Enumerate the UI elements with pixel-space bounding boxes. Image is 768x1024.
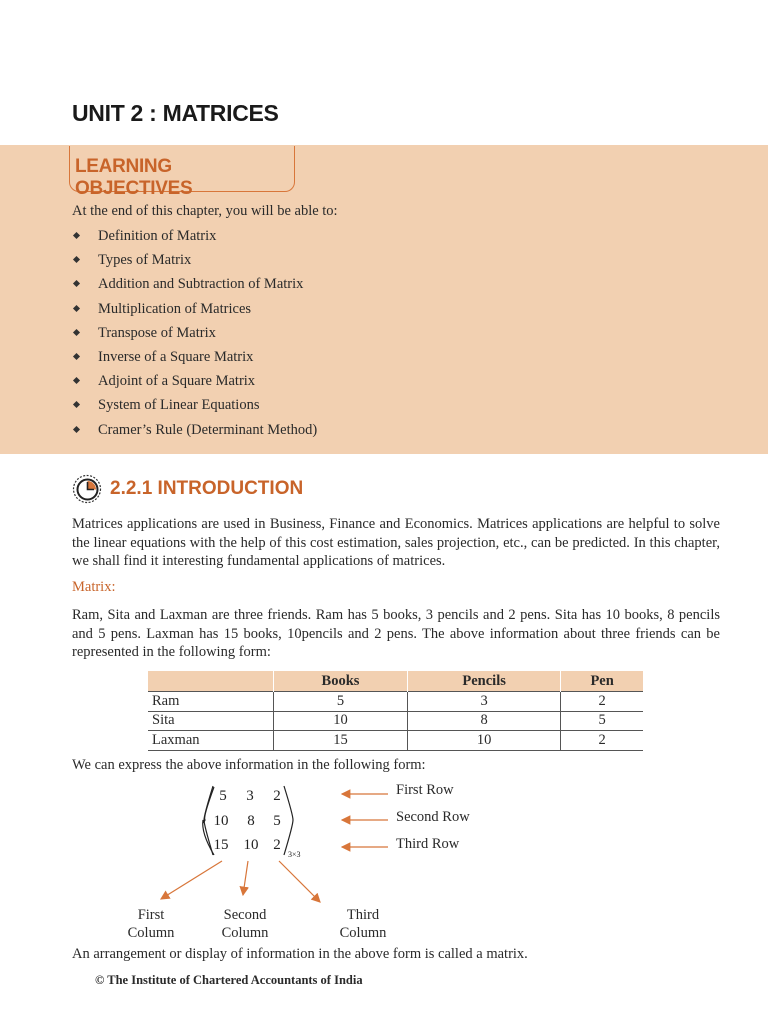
table-header-cell: Books — [274, 671, 408, 692]
objective-item — [72, 323, 317, 347]
table-cell: 10 — [407, 731, 560, 751]
objective-item — [72, 371, 317, 395]
table-row — [148, 692, 643, 712]
third-row-label: Third Row — [396, 836, 460, 852]
objective-text: Adjoint of a Square Matrix — [98, 373, 256, 390]
objectives-intro: At the end of this chapter, you will be able to: — [72, 203, 338, 219]
matrix-element: 15 — [213, 837, 229, 853]
friends-items-table — [148, 671, 643, 751]
table-header-row — [148, 671, 643, 692]
column-label-line: Column — [339, 925, 387, 941]
matrix-element: 8 — [247, 813, 255, 829]
second-column-label — [205, 906, 285, 942]
objective-text: Transpose of Matrix — [98, 324, 216, 341]
footer-copyright: © The Institute of Chartered Accountants of India — [95, 973, 363, 987]
learning-objectives-heading-box — [69, 146, 295, 199]
matrix-element: 5 — [219, 788, 227, 804]
table-cell: 8 — [407, 711, 560, 731]
matrix-element: 3 — [246, 788, 254, 804]
diamond-bullet-icon — [73, 377, 80, 384]
unit-title: UNIT 2 : MATRICES — [72, 100, 279, 126]
column-arrow — [243, 861, 248, 895]
objective-item — [72, 274, 317, 298]
objective-item — [72, 420, 317, 444]
matrix-element: 2 — [273, 788, 281, 804]
diamond-bullet-icon — [73, 425, 80, 432]
column-label-line: Third — [346, 907, 380, 923]
diamond-bullet-icon — [73, 401, 80, 408]
table-header-cell: Pen — [561, 671, 643, 692]
table-cell: 2 — [561, 731, 643, 751]
column-arrow — [161, 861, 222, 899]
table-header-cell — [148, 671, 274, 692]
express-text: We can express the above information in the following form: — [72, 757, 426, 773]
conclusion-text: An arrangement or display of information in the above form is called a matrix. — [72, 946, 528, 962]
right-bracket — [284, 786, 293, 855]
example-paragraph: Ram, Sita and Laxman are three friends. Ram has 5 books, 3 pencils and 2 pens. Sita has 10 books, 8 pencils and 5 pens. Laxman has 15 books, 10pencils and 2 pens. The above information about three friends can be represented in the following form: — [72, 607, 720, 661]
objective-text: Addition and Subtraction of Matrix — [98, 276, 304, 293]
matrix-element: 10 — [213, 813, 229, 829]
objective-text: Inverse of a Square Matrix — [98, 348, 254, 365]
third-column-label — [323, 906, 403, 942]
matrix-subheading: Matrix: — [72, 579, 116, 595]
objective-item — [72, 226, 317, 250]
table-row — [148, 711, 643, 731]
diamond-bullet-icon — [73, 353, 80, 360]
second-row-label: Second Row — [396, 809, 470, 825]
column-arrow — [279, 861, 320, 902]
objective-text: Types of Matrix — [98, 252, 192, 269]
table-cell: 15 — [274, 731, 408, 751]
table-header-cell: Pencils — [407, 671, 560, 692]
section-title: 2.2.1 INTRODUCTION — [110, 478, 304, 499]
objective-text: Cramer’s Rule (Determinant Method) — [98, 421, 318, 438]
table-cell: Laxman — [148, 731, 274, 751]
diamond-bullet-icon — [73, 256, 80, 263]
column-label-line: Column — [221, 925, 269, 941]
learning-objectives-heading: LEARNING OBJECTIVES — [75, 156, 193, 199]
objective-item — [72, 347, 317, 371]
column-label-line: Second — [223, 907, 267, 923]
column-label-line: Column — [127, 925, 175, 941]
diamond-bullet-icon — [73, 305, 80, 312]
matrix-element: 10 — [243, 837, 259, 853]
objective-text: System of Linear Equations — [98, 397, 260, 414]
objective-text: Definition of Matrix — [98, 228, 217, 244]
objective-item — [72, 250, 317, 274]
clock-icon — [72, 474, 102, 504]
column-label-line: First — [137, 907, 165, 923]
diamond-bullet-icon — [73, 232, 80, 239]
matrix-element: 2 — [273, 837, 281, 853]
first-column-label — [111, 906, 191, 942]
matrix-element: 5 — [273, 813, 281, 829]
table-cell: Sita — [148, 711, 274, 731]
table-row — [148, 731, 643, 751]
diamond-bullet-icon — [73, 329, 80, 336]
table-cell: 2 — [561, 692, 643, 712]
intro-paragraph: Matrices applications are used in Business, Finance and Economics. Matrices applications are helpful to solve the linear equations with the help of this cost estimation, sales projection, etc., can be predicted. In this chapter, we shall find it interesting fundamental applications of matrices. — [72, 516, 720, 570]
matrix-order: 3×3 — [288, 850, 301, 859]
table-cell: 3 — [407, 692, 560, 712]
objective-item — [72, 299, 317, 323]
table-cell: 5 — [561, 711, 643, 731]
table-cell: 10 — [274, 711, 408, 731]
first-row-label: First Row — [396, 782, 454, 798]
objective-text: Multiplication of Matrices — [98, 300, 252, 317]
table-cell: 5 — [274, 692, 408, 712]
table-cell: Ram — [148, 692, 274, 712]
objective-item — [72, 395, 317, 419]
objectives-list — [72, 226, 317, 444]
diamond-bullet-icon — [73, 280, 80, 287]
